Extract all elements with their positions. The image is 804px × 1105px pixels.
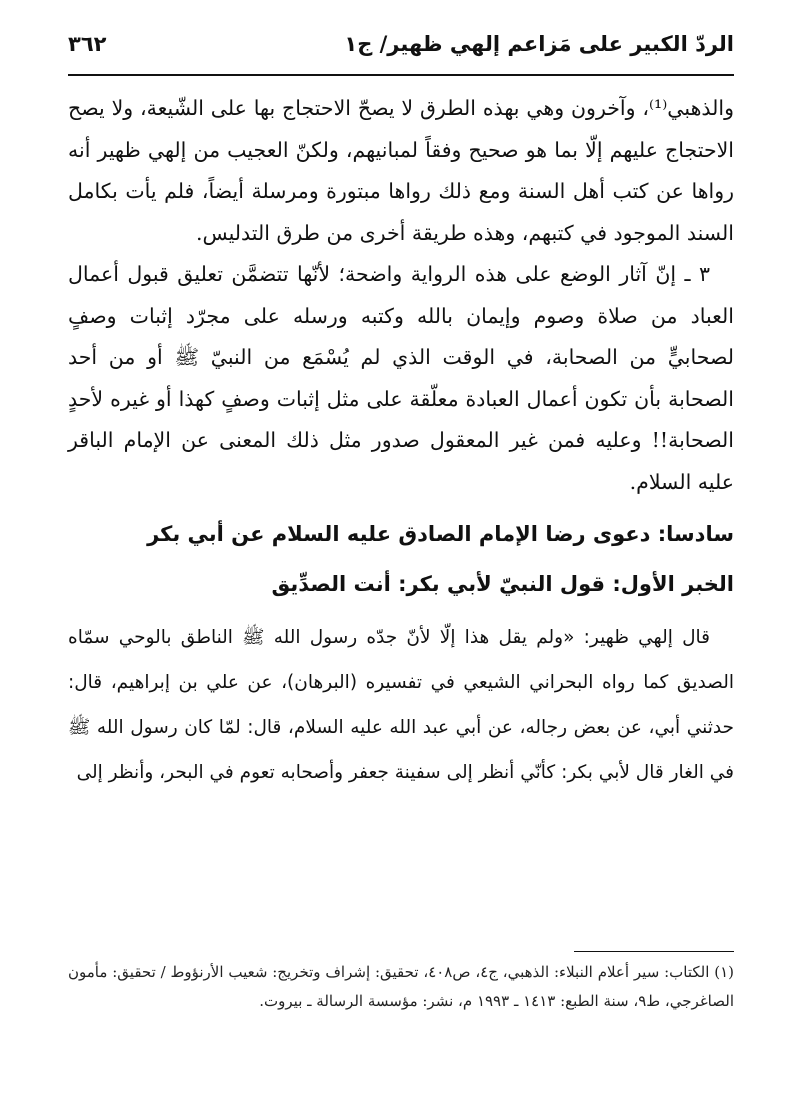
subheading-text: قول النبيّ لأبي بكر: أنت الصدِّيق: [271, 572, 605, 596]
subheading-label: الخبر الأول:: [612, 572, 734, 596]
section-heading: سادسا: دعوى رضا الإمام الصادق عليه السلام عن أبي بكر: [147, 522, 734, 546]
footnote: (١) الكتاب: سير أعلام النبلاء: الذهبي، ج٤، ص٤٠٨، تحقيق: إشراف وتخريج: شعيب الأرنؤوط / تحقيق: مأمون الصاغرجي، ط٩، سنة الطبع: ١٤١٣ ـ ١٩٩٣ م، نشر: مؤسسة الرسالة ـ بيروت.: [68, 963, 735, 1010]
page-number: ٣٦٢: [68, 32, 107, 56]
quoted-paragraph: قال إلهي ظهير: «ولم يقل هذا إلّا لأنّ جدّه رسول الله ﷺ الناطق بالوحي سمّاه الصديق كما رواه البحراني الشيعي في تفسيره (البرهان)، عن علي بن إبراهيم، قال: حدثني أبي، عن بعض رجاله، عن أبي عبد الله عليه السلام، قال: لمّا كان رسول الله ﷺ في الغار قال لأبي بكر: كأنّي أنظر إلى سفينة جعفر وأصحابه تعوم في البحر، وأنظر إلى: [68, 627, 734, 783]
running-header: [68, 26, 734, 76]
subheading: [68, 559, 734, 609]
footnote-separator: [574, 951, 734, 952]
paragraph-2: ٣ ـ إنّ آثار الوضع على هذه الرواية واضحة؛ لأنّها تتضمَّن تعليق قبول أعمال العباد من صلاة وصوم وإيمان بالله وكتبه ورسله على مجرّد إثبات وصفٍ لصحابيٍّ من الصحابة، في الوقت الذي لم يُسْمَع من النبيّ ﷺ أو من أحد الصحابة بأن تكون أعمال العبادة معلّقة على مثل إثبات وصفٍ كهذا أو غيره لأحدٍ الصحابة!! وعليه فمن غير المعقول صدور مثل ذلك المعنى عن الإمام الباقر عليه السلام.: [68, 262, 734, 494]
header-title: الردّ الكبير على مَزاعم إلهي ظهير/ ج١: [344, 32, 734, 56]
paragraph-1: والذهبي⁽¹⁾، وآخرون وهي بهذه الطرق لا يصحّ الاحتجاج بها على الشّيعة، ولا يصح الاحتجاج عليهم إلّا بما هو صحيح وفقاً لمبانيهم، ولكنّ العجيب من إلهي ظهير أنه رواها عن كتب أهل السنة ومع ذلك رواها مبتورة ومرسلة أيضاً، فلم يأت بكامل السند الموجود في كتبهم، وهذه طريقة أخرى من طرق التدليس.: [68, 96, 734, 245]
main-text: [68, 88, 734, 795]
